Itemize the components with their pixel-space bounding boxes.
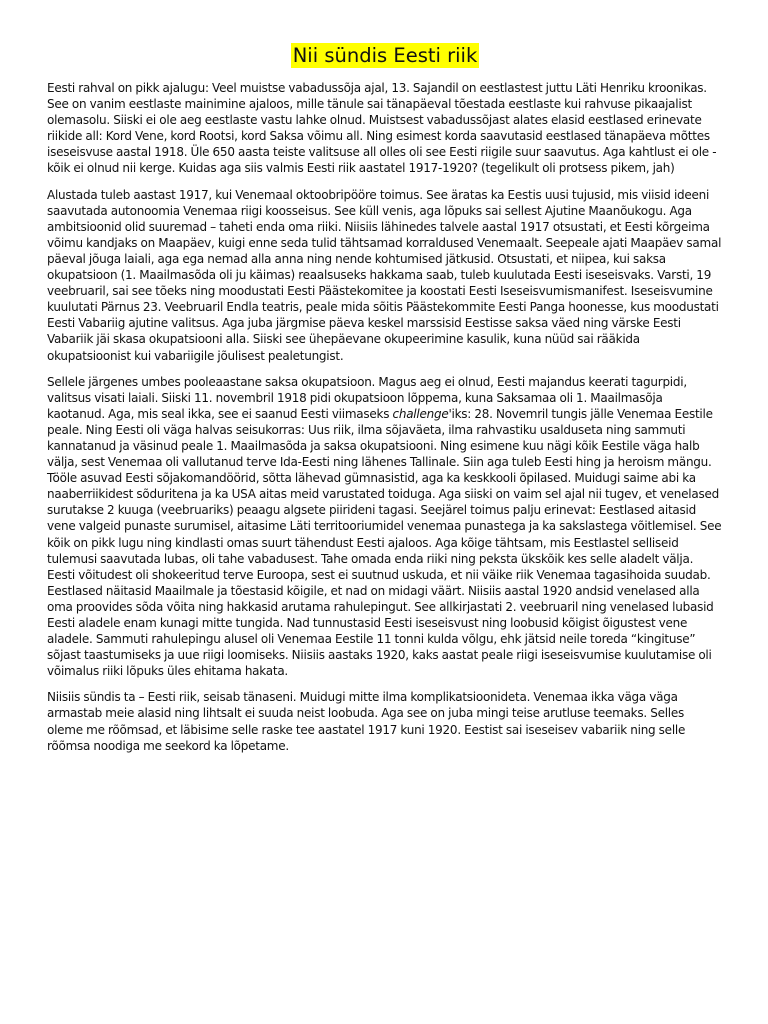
paragraph-3-part-2: 'iks: 28. Novemril tungis jälle Venemaa Eestile peale. Ning Eesti oli väga halvas seisukorras: Uus riik, ilma sõjaväeta, ilma rahvastiku usalduseta ning sammuti kannatanud ja väsinud peale 1. Maailmasõda ja saksa okupatsiooni. Ning esimene kuu nägi kõik Eestile väga halb välja, sest Venemaa oli vallutanud terve Ida-Eesti ning lähenes Tallinale. Siin aga tuleb Eesti hing ja heroism mängu. Tööle asuvad Eesti sõjakomandöörid, sõtta lähevad gümnasistid, aga ka keskkooli õpilased. Muidugi saime abi ka naaberriikidest sõduritena ja ka USA aitas meid varustated toiduga. Aga siiski on vaim sel ajal nii tugev, et venelased surutakse 2 kuuga (veebruariks) peaagu algsete piirideni tagasi. Seejärel toimus palju erinevat: Eestlased aitasid vene valgeid punaste surumisel, aitasime Läti territooriumidel venemaa punastega ja ka sakslastega võitlemisel. See kõik on pikk lugu ning kindlasti omas suurt tähendust Eesti ajaloos. Aga kõige tähtsam, mis Eestlastel selliseid tulemusi saavutada lubas, oli tahe vabadusest. Tahe omada enda riiki ning peksta ükskõik kes selle aladelt välja. Eesti võitudest oli shokeeritud terve Euroopa, sest ei suutnud uskuda, et nii väike riik Venemaa tagasihoida suudab. Eestlased näitasid Maailmale ja tõestasid kõigile, et nad on midagi väärt. Niisiis aastal 1920 andsid venelased alla oma proovides sõda võita ning hakkasid arutama rahulepingut. See allkirjastati 2. veebruaril ning venelased lubasid Eesti aladele enam kunagi mitte tungida. Nad tunnustasid Eesti iseseisvust ning loobusid kõigist õigustest vene aladele. Sammuti rahulepingu alusel oli Venemaa Eestile 11 tonni kulda võlgu, ehk jätsid neile toreda “kingituse” sõjast taastumiseks ja uue riigi loomiseks. Niisiis aastaks 1920, kaks aastat peale riigi iseseisvumise kuulutamise oli võimalus riiki lõpuks üles ehitama hakata. xyxy=(47,406,722,679)
paragraph-1: Eesti rahval on pikk ajalugu: Veel muistse vabadussõja ajal, 13. Sajandil on eestlastest juttu Läti Henriku kroonikas. See on vanim eestlaste mainimine ajaloos, mille tänule sai tänapäeval tõestada eestlaste kui rahvuse pikaajalist olemasolu. Siiski ei ole aeg eestlaste vastu lahke olnud. Muistsest vabadussõjast alates elasid eestlased erinevate riikide all: Kord Vene, kord Rootsi, kord Saksa võimu all. Ning esimest korda saavutasid eestlased tänapäeva mõttes iseseisvuse aastal 1918. Üle 650 aasta teiste valitsuse all olles oli see Eesti riigile suur saavutus. Aga kahtlust ei ole - kõik ei olnud nii kerge. Kuidas aga siis valmis Eesti riik aastatel 1917-1920? (tegelikult oli protsess pikem, jah) xyxy=(47,81,717,176)
title-wrap xyxy=(47,43,723,68)
paragraph-2: Alustada tuleb aastast 1917, kui Venemaal oktoobripööre toimus. See äratas ka Eestis uusi tujusid, mis viisid ideeni saavutada autonoomia Venemaa riigi koosseisus. See küll venis, aga lõpuks sai sellest Ajutine Maanõukogu. Aga ambitsioonid olid suuremad – taheti enda oma riiki. Niisiis lähinedes talvele aastal 1917 otsustati, et Eesti kõrgeima võimu kandjaks on Maapäev, kuigi enne seda tulid tähtsamad korraldused Venemaalt. Seepeale ajati Maapäev samal päeval jõuga laiali, aga ega nemad alla anna ning nende kohtumised jätkusid. Otsustati, et niipea, kui saksa okupatsioon (1. Maailmasõda oli ju käimas) reaalsuseks hakkama saab, tuleb kuulutada Eesti iseseisvaks. Varsti, 19 veebruaril, sai see tõeks ning moodustati Eesti Päästekomitee ja koostati Eesti Iseseisvumismanifest. Iseseisvumine kuulutati Pärnus 23. Veebruaril Endla teatris, peale mida sõitis Päästekommite Eesti Panga hoonesse, kus moodustati Eesti Vabariig ajutine valitsus. Aga juba järgmise päeva keskel marssisid Eestisse saksa väed ning värske Eesti Vabariik jäi skasa okupatsiooni alla. Siiski see ühepäevane okupeerimine kasulik, kuna nüüd sai rääkida okupatsioonist kui vabariigile jõulisest pealetungist. xyxy=(47,187,722,363)
document-title: Nii sündis Eesti riik xyxy=(292,44,478,67)
paragraph-3-part-1: Sellele järgenes umbes pooleaastane saksa okupatsioon. Magus aeg ei olnud, Eesti majandus keerati tagurpidi, valitsus visati laiali. Siiski 11. novembril 1918 pidi okupatsioon lõppema, kuna Saksamaa oli 1. Maailmasõja kaotanud. Aga, mis seal ikka, see ei saanud Eesti viimaseks xyxy=(47,374,687,421)
paragraph-3-italic: challenge xyxy=(392,406,449,421)
paragraph-4: Niisiis sündis ta – Eesti riik, seisab tänaseni. Muidugi mitte ilma komplikatsioonideta. Venemaa ikka väga väga armastab meie alasid ning lihtsalt ei suuda neist loobuda. Aga see on juba mingi teise arutluse teemaks. Selles oleme me rõõmsad, et läbisime selle raske tee aastatel 1917 kuni 1920. Eestist sai iseseisev vabariik ning selle rõõmsa noodiga me seekord ka lõpetame. xyxy=(47,690,686,753)
paragraph-3 xyxy=(47,374,723,680)
document-page xyxy=(47,0,723,764)
